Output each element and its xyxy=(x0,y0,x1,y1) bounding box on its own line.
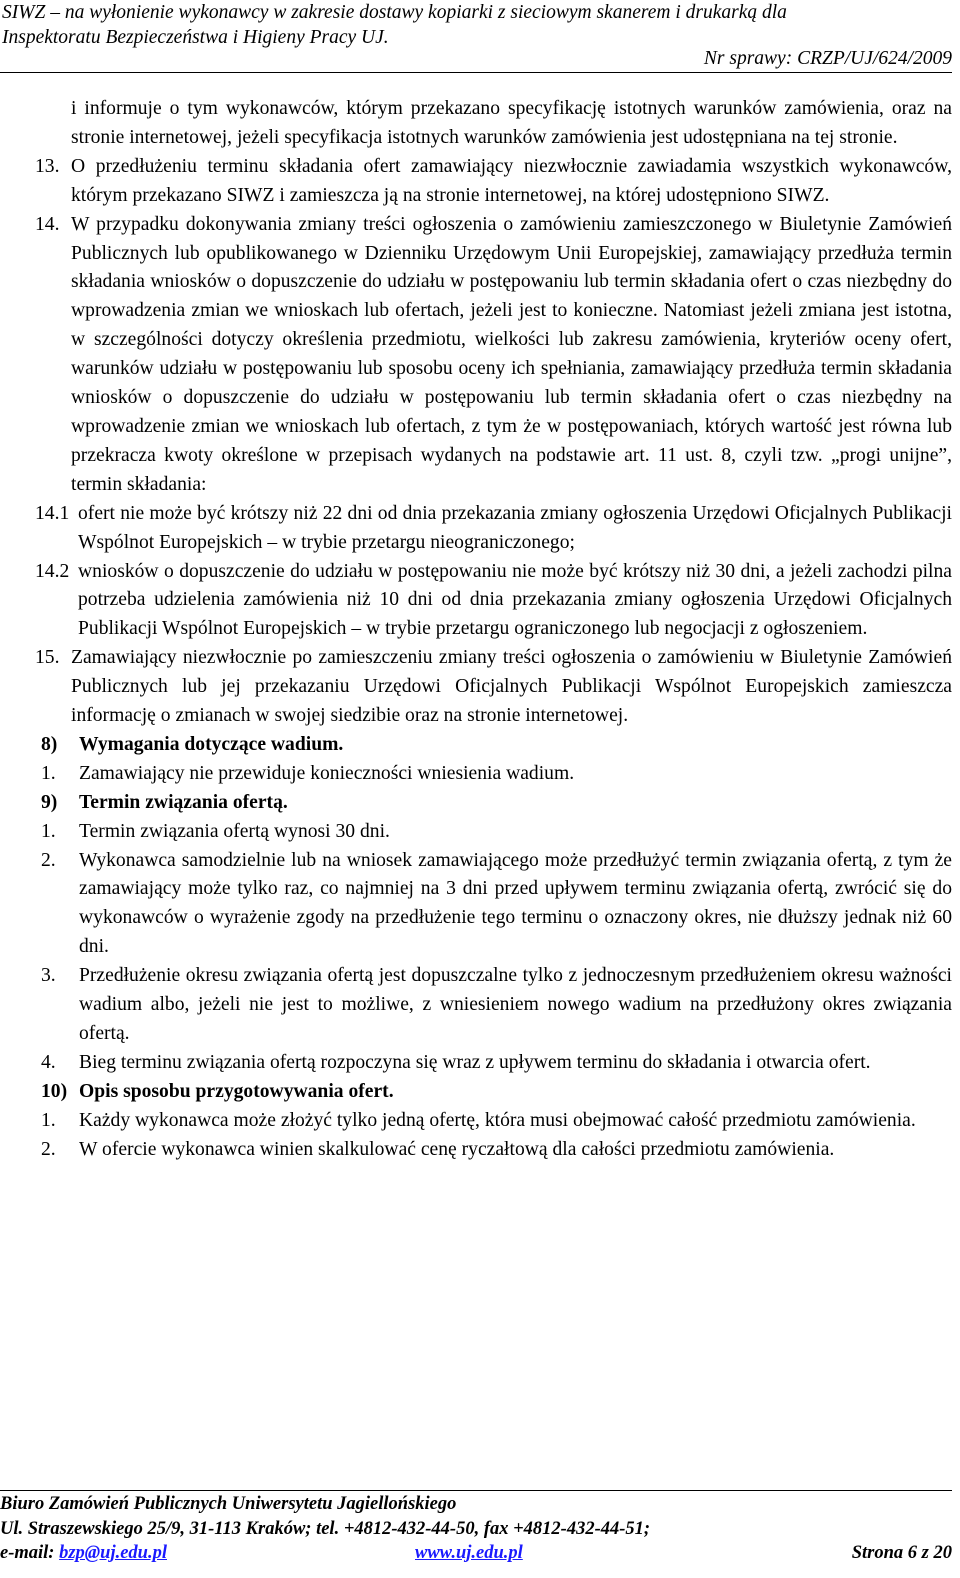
paragraph-text: Przedłużenie okresu związania ofertą jest dopuszczalne tylko z jednoczesnym przedłużeniem okresu ważności wadium albo, jeżeli nie jest to możliwe, z wniesieniem nowego wadium na przedłużony okres związania ofertą. xyxy=(79,965,952,1044)
footer-email xyxy=(0,1541,167,1566)
item-number: 15. xyxy=(35,647,60,669)
footer-organization: Biuro Zamówień Publicznych Uniwersytetu Jagiellońskiego xyxy=(0,1494,457,1514)
paragraph-text: W przypadku dokonywania zmiany treści ogłoszenia o zamówieniu zamieszczonego w Biuletynie Zamówień Publicznych lub opublikowanego w Dzienniku Urzędowym Unii Europejskiej, zamawiający przedłuża termin składania wniosków o dopuszczenie do udziału w postępowaniu lub termin składania ofert o czas niezbędny do wprowadzenia zmian we wnioskach lub ofertach, jeżeli jest to konieczne. Natomiast jeżeli zmiana jest istotna, w szczególności dotyczy określenia przedmiotu, wielkości lub zakresu zamówienia, kryteriów oceny ofert, warunków udziału w postępowaniu lub sposobu oceny ich spełniania, zamawiający przedłuża termin składania wniosków o dopuszczenie do udziału w postępowaniu lub termin składania ofert o czas niezbędny na wprowadzenie zmian we wnioskach lub ofertach, z tym że w postępowaniach, których wartość jest równa lub przekracza kwoty określone w przepisach wydanych na podstawie art. 11 ust. 8, czyli tzw. „progi unijne”, termin składania: xyxy=(71,213,952,495)
item-number: 2. xyxy=(41,1138,56,1160)
item-number: 14.2 xyxy=(35,560,70,582)
section-9-item-2 xyxy=(41,847,952,963)
header-title-line2: Inspektoratu Bezpieczeństwa i Higieny Pracy UJ. xyxy=(2,27,389,48)
section-heading-8 xyxy=(41,731,952,760)
paragraph-text: W ofercie wykonawca winien skalkulować cenę ryczałtową dla całości przedmiotu zamówienia. xyxy=(79,1138,835,1160)
section-10-item-1 xyxy=(41,1107,952,1136)
paragraph-text: wniosków o dopuszczenie do udziału w postępowaniu nie może być krótszy niż 30 dni, a jeżeli zachodzi pilna potrzeba udzielenia zamówienia niż 10 dni od dnia przekazania zmiany ogłoszenia Urzędowi Oficjalnych Publikacji Wspólnot Europejskich – w trybie przetargu ograniczonego lub negocjacji z ogłoszeniem. xyxy=(78,560,952,640)
item-number: 14. xyxy=(35,213,60,235)
footer-address: Ul. Straszewskiego 25/9, 31-113 Kraków; tel. +4812-432-44-50, fax +4812-432-44-51; xyxy=(0,1518,651,1539)
case-number: Nr sprawy: CRZP/UJ/624/2009 xyxy=(703,48,952,69)
paragraph-text: ofert nie może być krótszy niż 22 dni od dnia przekazania zmiany ogłoszenia Urzędowi Oficjalnych Publikacji Wspólnot Europejskich – w trybie przetargu nieograniczonego; xyxy=(78,502,952,553)
paragraph-14-2 xyxy=(35,558,952,645)
section-heading-9 xyxy=(41,789,952,818)
item-number: 14.1 xyxy=(35,502,70,524)
page-header xyxy=(2,0,952,72)
section-9-item-1 xyxy=(41,818,952,847)
paragraph-text: Bieg terminu związania ofertą rozpoczyna się wraz z upływem terminu do składania i otwarcia ofert. xyxy=(79,1051,871,1073)
section-number: 10) xyxy=(41,1080,68,1102)
paragraph-text: Wykonawca samodzielnie lub na wniosek zamawiającego może przedłużyć termin związania ofertą, z tym że zamawiający może tylko raz, co najmniej na 3 dni przed upływem terminu związania ofertą, zwrócić się do wykonawców o wyrażenie zgody na przedłużenie tego terminu o oznaczony okres, nie dłuższy jednak niż 60 dni. xyxy=(79,849,952,958)
section-title: Wymagania dotyczące wadium. xyxy=(79,733,344,755)
paragraph-text: Termin związania ofertą wynosi 30 dni. xyxy=(79,820,390,842)
page-footer xyxy=(0,1492,952,1566)
paragraph-13 xyxy=(35,153,952,211)
paragraph-14 xyxy=(35,211,952,500)
item-number: 1. xyxy=(41,820,56,842)
section-number: 9) xyxy=(41,791,58,813)
item-number: 2. xyxy=(41,849,56,871)
paragraph-text: Zamawiający nie przewiduje konieczności wniesienia wadium. xyxy=(79,762,575,784)
footer-divider xyxy=(0,1490,952,1491)
paragraph-text: Zamawiający niezwłocznie po zamieszczeniu zmiany treści ogłoszenia o zamówieniu w Biuletynie Zamówień Publicznych lub jej przekazaniu Urzędowi Oficjalnych Publikacji Wspólnot Europejskich zamieszcza informację o zmianach w swojej siedzibie oraz na stronie internetowej. xyxy=(71,647,952,727)
email-label: e-mail: xyxy=(0,1543,60,1563)
page-number: Strona 6 z 20 xyxy=(851,1543,952,1563)
paragraph-text: i informuje o tym wykonawców, którym przekazano specyfikację istotnych warunków zamówienia, oraz na stronie internetowej, jeżeli specyfikacja istotnych warunków zamówienia jest udostępniana na tej stronie. xyxy=(71,98,952,148)
document-body xyxy=(0,95,960,1165)
paragraph-12-continuation xyxy=(71,95,952,153)
section-10-item-2 xyxy=(41,1136,952,1165)
header-title-line1: SIWZ – na wyłonienie wykonawcy w zakresie dostawy kopiarki z sieciowym skanerem i drukarką dla xyxy=(2,2,787,23)
section-number: 8) xyxy=(41,733,58,755)
section-heading-10 xyxy=(41,1078,952,1107)
section-8-item-1 xyxy=(41,760,952,789)
item-number: 3. xyxy=(41,965,56,987)
paragraph-text: Każdy wykonawca może złożyć tylko jedną ofertę, która musi obejmować całość przedmiotu zamówienia. xyxy=(79,1109,916,1131)
section-title: Opis sposobu przygotowywania ofert. xyxy=(79,1080,394,1102)
item-number: 13. xyxy=(35,155,60,177)
email-link[interactable]: bzp@uj.edu.pl xyxy=(59,1543,167,1563)
section-9-item-3 xyxy=(41,962,952,1049)
header-divider xyxy=(0,72,952,73)
paragraph-14-1 xyxy=(35,500,952,558)
item-number: 1. xyxy=(41,762,56,784)
section-title: Termin związania ofertą. xyxy=(79,791,288,813)
section-9-item-4 xyxy=(41,1049,952,1078)
paragraph-text: O przedłużeniu terminu składania ofert zamawiający niezwłocznie zawiadamia wszystkich wykonawców, którym przekazano SIWZ i zamieszcza ją na stronie internetowej, na której udostępniono SIWZ. xyxy=(71,155,952,206)
paragraph-15 xyxy=(35,644,952,731)
item-number: 4. xyxy=(41,1051,56,1073)
item-number: 1. xyxy=(41,1109,56,1131)
website-link[interactable]: www.uj.edu.pl xyxy=(415,1543,523,1563)
